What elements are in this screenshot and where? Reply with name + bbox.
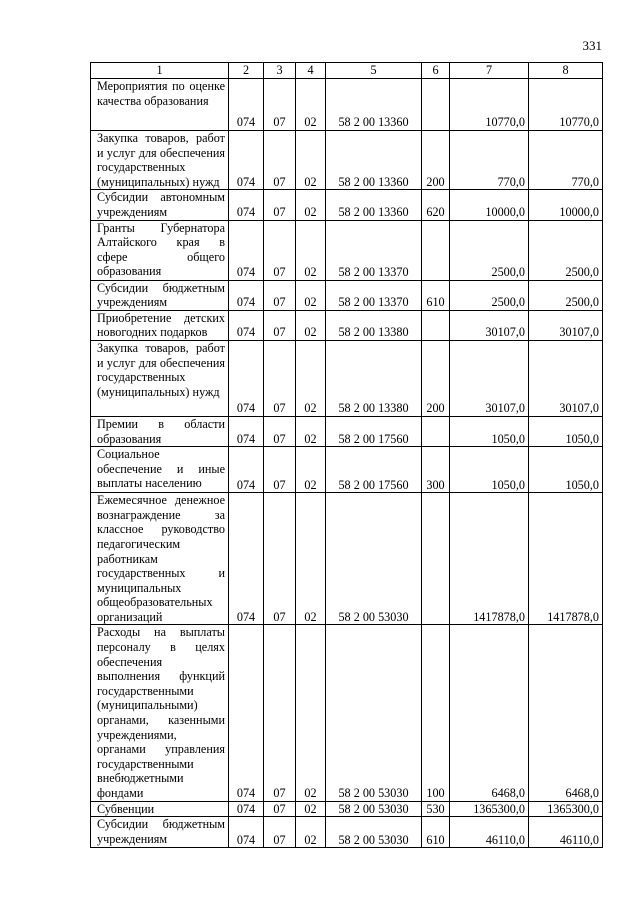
expense-type-cell: 610 (422, 817, 450, 848)
subsection-cell: 02 (296, 801, 326, 817)
admin-code-cell: 074 (229, 79, 264, 131)
amount-cell: 30107,0 (529, 340, 603, 416)
section-cell: 07 (264, 493, 296, 625)
amount-cell: 10770,0 (529, 79, 603, 131)
section-cell: 07 (264, 447, 296, 493)
target-article-cell: 58 2 00 17560 (326, 416, 422, 446)
table-row (91, 280, 603, 310)
budget-table (90, 62, 603, 848)
amount-cell: 1050,0 (529, 447, 603, 493)
section-cell: 07 (264, 131, 296, 190)
target-article-cell: 58 2 00 53030 (326, 817, 422, 848)
target-article-cell: 58 2 00 53030 (326, 625, 422, 801)
header-cell: 8 (529, 63, 603, 79)
admin-code-cell: 074 (229, 190, 264, 220)
amount-cell: 6468,0 (529, 625, 603, 801)
amount-cell: 1417878,0 (450, 493, 529, 625)
admin-code-cell: 074 (229, 340, 264, 416)
expense-type-cell: 200 (422, 131, 450, 190)
amount-cell: 2500,0 (450, 220, 529, 280)
admin-code-cell: 074 (229, 801, 264, 817)
expense-type-cell (422, 493, 450, 625)
amount-cell: 10770,0 (450, 79, 529, 131)
target-article-cell: 58 2 00 13360 (326, 79, 422, 131)
table-row (91, 79, 603, 131)
amount-cell: 6468,0 (450, 625, 529, 801)
row-name-cell: Субсидии бюджетным учреждениям (91, 280, 229, 310)
expense-type-cell: 300 (422, 447, 450, 493)
amount-cell: 770,0 (529, 131, 603, 190)
section-cell: 07 (264, 340, 296, 416)
target-article-cell: 58 2 00 13360 (326, 190, 422, 220)
amount-cell: 1050,0 (450, 416, 529, 446)
header-cell: 2 (229, 63, 264, 79)
row-name-cell: Ежемесячное денежное вознаграждение за классное руководство педагогическим работникам государственных и муниципальных общеобразовательных организаций (91, 493, 229, 625)
amount-cell: 10000,0 (529, 190, 603, 220)
table-row (91, 801, 603, 817)
target-article-cell: 58 2 00 13370 (326, 220, 422, 280)
section-cell: 07 (264, 79, 296, 131)
row-name-cell: Гранты Губернатора Алтайского края в сфере общего образования (91, 220, 229, 280)
expense-type-cell: 610 (422, 280, 450, 310)
row-name-cell: Субвенции (91, 801, 229, 817)
section-cell: 07 (264, 801, 296, 817)
subsection-cell: 02 (296, 493, 326, 625)
expense-type-cell (422, 416, 450, 446)
expense-type-cell: 530 (422, 801, 450, 817)
row-name-cell: Социальное обеспечение и иные выплаты населению (91, 447, 229, 493)
amount-cell: 30107,0 (529, 310, 603, 340)
header-cell: 5 (326, 63, 422, 79)
subsection-cell: 02 (296, 310, 326, 340)
subsection-cell: 02 (296, 131, 326, 190)
row-name-cell: Мероприятия по оценке качества образования (91, 79, 229, 131)
subsection-cell: 02 (296, 79, 326, 131)
subsection-cell: 02 (296, 416, 326, 446)
subsection-cell: 02 (296, 447, 326, 493)
table-row (91, 340, 603, 416)
expense-type-cell (422, 220, 450, 280)
table-row (91, 131, 603, 190)
row-name-cell: Закупка товаров, работ и услуг для обеспечения государственных (муниципальных) нужд (91, 340, 229, 416)
table-row (91, 817, 603, 848)
admin-code-cell: 074 (229, 220, 264, 280)
subsection-cell: 02 (296, 220, 326, 280)
table-row (91, 493, 603, 625)
admin-code-cell: 074 (229, 310, 264, 340)
header-cell: 4 (296, 63, 326, 79)
target-article-cell: 58 2 00 13370 (326, 280, 422, 310)
expense-type-cell: 620 (422, 190, 450, 220)
header-cell: 7 (450, 63, 529, 79)
amount-cell: 10000,0 (450, 190, 529, 220)
section-cell: 07 (264, 625, 296, 801)
expense-type-cell (422, 310, 450, 340)
subsection-cell: 02 (296, 625, 326, 801)
admin-code-cell: 074 (229, 131, 264, 190)
amount-cell: 30107,0 (450, 310, 529, 340)
amount-cell: 1050,0 (450, 447, 529, 493)
section-cell: 07 (264, 190, 296, 220)
expense-type-cell: 100 (422, 625, 450, 801)
section-cell: 07 (264, 280, 296, 310)
header-cell: 6 (422, 63, 450, 79)
admin-code-cell: 074 (229, 447, 264, 493)
section-cell: 07 (264, 310, 296, 340)
header-row (91, 63, 603, 79)
row-name-cell: Субсидии автономным учреждениям (91, 190, 229, 220)
row-name-cell: Премии в области образования (91, 416, 229, 446)
section-cell: 07 (264, 416, 296, 446)
amount-cell: 2500,0 (529, 280, 603, 310)
target-article-cell: 58 2 00 17560 (326, 447, 422, 493)
page-number: 331 (582, 38, 602, 53)
target-article-cell: 58 2 00 53030 (326, 493, 422, 625)
row-name-cell: Субсидии бюджетным учреждениям (91, 817, 229, 848)
subsection-cell: 02 (296, 340, 326, 416)
subsection-cell: 02 (296, 817, 326, 848)
amount-cell: 2500,0 (450, 280, 529, 310)
table-row (91, 220, 603, 280)
target-article-cell: 58 2 00 13360 (326, 131, 422, 190)
section-cell: 07 (264, 817, 296, 848)
table-row (91, 310, 603, 340)
amount-cell: 46110,0 (450, 817, 529, 848)
amount-cell: 2500,0 (529, 220, 603, 280)
header-cell: 1 (91, 63, 229, 79)
row-name-cell: Закупка товаров, работ и услуг для обеспечения государственных (муниципальных) нужд (91, 131, 229, 190)
admin-code-cell: 074 (229, 493, 264, 625)
amount-cell: 1417878,0 (529, 493, 603, 625)
admin-code-cell: 074 (229, 280, 264, 310)
target-article-cell: 58 2 00 53030 (326, 801, 422, 817)
row-name-cell: Расходы на выплаты персоналу в целях обеспечения выполнения функций государственными (муниципальными) органами, казенными учреждениями, органами управления государственными внебюджетными фондами (91, 625, 229, 801)
admin-code-cell: 074 (229, 817, 264, 848)
expense-type-cell: 200 (422, 340, 450, 416)
table-row (91, 416, 603, 446)
amount-cell: 1365300,0 (450, 801, 529, 817)
table-row (91, 190, 603, 220)
section-cell: 07 (264, 220, 296, 280)
row-name-cell: Приобретение детских новогодних подарков (91, 310, 229, 340)
admin-code-cell: 074 (229, 416, 264, 446)
subsection-cell: 02 (296, 280, 326, 310)
target-article-cell: 58 2 00 13380 (326, 310, 422, 340)
amount-cell: 46110,0 (529, 817, 603, 848)
header-cell: 3 (264, 63, 296, 79)
admin-code-cell: 074 (229, 625, 264, 801)
subsection-cell: 02 (296, 190, 326, 220)
expense-type-cell (422, 79, 450, 131)
amount-cell: 770,0 (450, 131, 529, 190)
amount-cell: 1050,0 (529, 416, 603, 446)
amount-cell: 30107,0 (450, 340, 529, 416)
table-row (91, 625, 603, 801)
table-row (91, 447, 603, 493)
amount-cell: 1365300,0 (529, 801, 603, 817)
target-article-cell: 58 2 00 13380 (326, 340, 422, 416)
